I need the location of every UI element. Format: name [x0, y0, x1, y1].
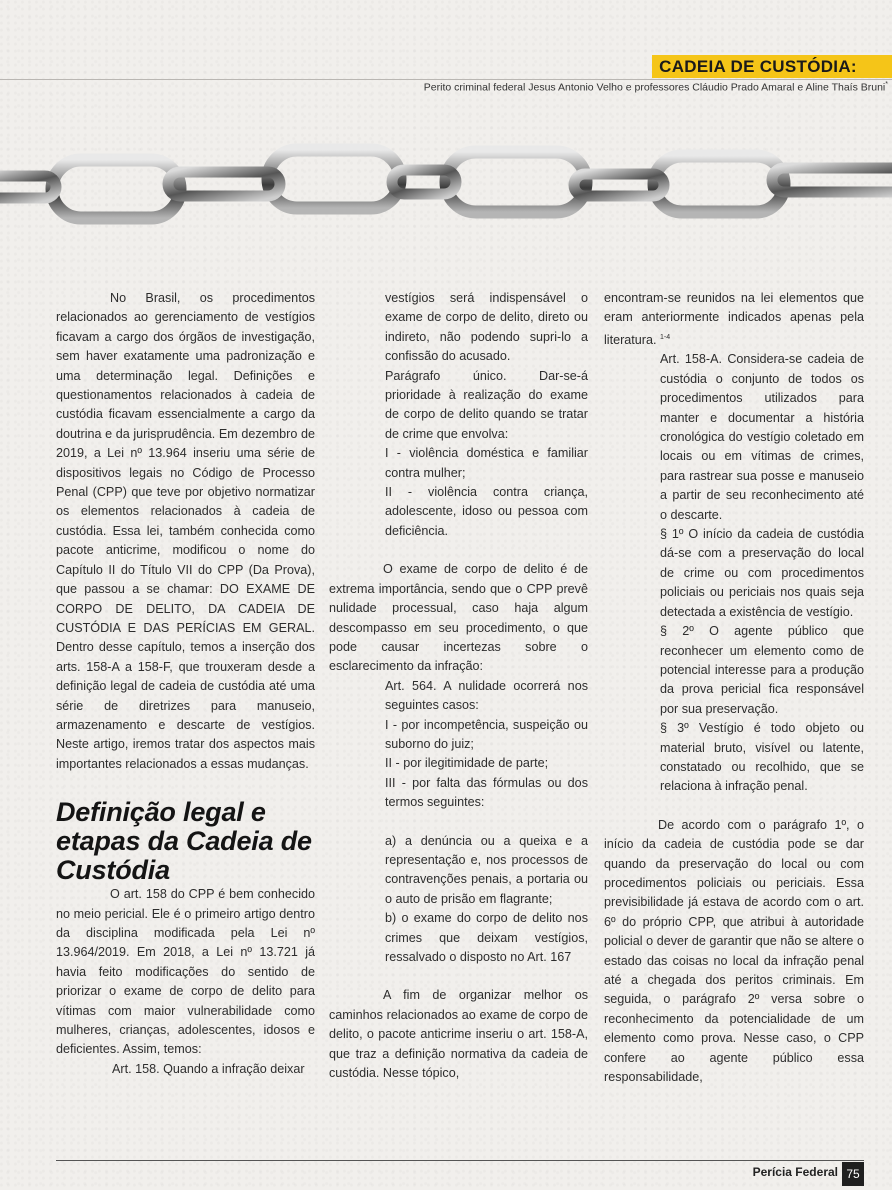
byline-text: Perito criminal federal Jesus Antonio Velho e professores Cláudio Prado Amaral e Aline Thaís Bruni: [423, 81, 886, 94]
byline-mark: *: [885, 81, 888, 88]
art564-item-2: II - por ilegitimidade de parte;: [385, 756, 549, 771]
art564-item-a: a) a denúncia ou a queixa e a representação e, nos processos de contravenções penais, a portaria ou o auto de prisão em flagrante;: [385, 833, 588, 906]
section-title-badge: CADEIA DE CUSTÓDIA:: [652, 55, 864, 78]
literature-paragraph: [604, 289, 864, 350]
article-column-1: [56, 289, 315, 1079]
art158a-quote: Art. 158-A. Considera-se cadeia de custódia o conjunto de todos os procedimentos utilizados para manter e documentar a história cronológica do vestígio coletado em locais ou em vítimas de crimes, para rastrear sua posse e manuseio a partir de seu reconhecimento até o descarte.: [660, 352, 864, 522]
nulidade-paragraph: O exame de corpo de delito é de extrema importância, sendo que o CPP prevê nulidade processual, caso haja algum descompasso em seu procedimento, o que pode causar incertezas sobre o esclarecimento da infração:: [329, 562, 588, 674]
section-title-badge-extension: [864, 55, 892, 78]
art158-item-2: II - violência contra criança, adolescente, idoso ou pessoa com deficiência.: [385, 485, 588, 538]
footer-rule: [56, 1160, 864, 1161]
header-rule: [0, 79, 892, 80]
art158-paragrafo-unico: Parágrafo único. Dar-se-á prioridade à realização do exame de corpo de delito quando se tratar de crime que envolva:: [385, 368, 588, 441]
article-column-3: [604, 289, 864, 1087]
art564-item-b: b) o exame do corpo de delito nos crimes que deixam vestígios, ressalvado o disposto no Art. 167: [385, 911, 588, 964]
chain-icon: [0, 138, 892, 238]
chain-image: [0, 138, 892, 238]
art158a-paragraph-2: § 2º O agente público que reconhecer um elemento como de potencial interesse para a produção da prova pericial fica responsável por sua preservação.: [660, 624, 864, 716]
art158-quote-text: vestígios será indispensável o exame de corpo de delito, direto ou indireto, não podendo supri-lo a confissão do acusado.: [385, 291, 588, 364]
art158-intro-paragraph: O art. 158 do CPP é bem conhecido no meio pericial. Ele é o primeiro artigo dentro da disciplina modificada pela Lei nº 13.964/2019. Em 2018, a Lei nº 13.721 já havia feito modificações do sentido de priorizar o exame de corpo de delito para vítimas com maior vulnerabilidade como mulheres, crianças, adolescentes, idosos e deficientes. Assim, temos:: [56, 887, 315, 1057]
art564-item-1: I - por incompetência, suspeição ou suborno do juiz;: [385, 717, 588, 751]
reference-mark: 1-4: [660, 333, 671, 341]
literature-text: encontram-se reunidos na lei elementos que eram anteriormente indicados apenas pela literatura.: [604, 291, 864, 347]
art564-item-3: III - por falta das fórmulas ou dos termos seguintes:: [385, 775, 588, 810]
art158-quote-start: Art. 158. Quando a infração deixar: [112, 1061, 305, 1076]
art158-item-1: I - violência doméstica e familiar contra mulher;: [385, 446, 588, 480]
article-column-2: [329, 289, 588, 1083]
magazine-name: Perícia Federal: [752, 1165, 838, 1179]
art158a-paragraph-1: § 1º O início da cadeia de custódia dá-se com a preservação do local de crime ou com procedimentos policiais ou periciais nos quais seja detectada a existência de vestígio.: [660, 527, 864, 619]
byline: [424, 81, 888, 94]
section-heading: Definição legal e etapas da Cadeia de Custódia: [56, 797, 312, 886]
art158a-intro-paragraph: A fim de organizar melhor os caminhos relacionados ao exame de corpo de delito, o pacote anticrime inseriu o art. 158-A, que traz a definição normativa da cadeia de custódia. Nesse tópico,: [329, 988, 588, 1081]
art564-quote: Art. 564. A nulidade ocorrerá nos seguintes casos:: [385, 678, 588, 713]
art158a-paragraph-3: § 3º Vestígio é todo objeto ou material bruto, visível ou latente, constatado ou recolhido, que se relaciona à infração penal.: [660, 721, 864, 794]
paragraph-1-commentary: De acordo com o parágrafo 1º, o início da cadeia de custódia pode se dar quando da preservação do local ou com procedimentos policiais ou periciais. Essa previsibilidade já estava de acordo com o art. 6º do próprio CPP, que atribui à autoridade policial o dever de garantir que não se altere o estado das coisas no local da infração penal até a chegada dos peritos criminais. Em seguida, o parágrafo 2º versa sobre o reconhecimento da potencialidade de um elemento como prova. Nesse caso, o CPP confere ao agente público essa responsabilidade,: [604, 817, 864, 1085]
intro-paragraph: No Brasil, os procedimentos relacionados ao gerenciamento de vestígios ficavam a cargo dos órgãos de investigação, sem haver exatamente uma padronização e uma determinação legal. Definições e questionamentos relacionados à cadeia de custódia ficavam essencialmente a cargo da doutrina e da jurisprudência. Em dezembro de 2019, a Lei nº 13.964 inseriu uma série de dispositivos legais no Código de Processo Penal (CPP) que teve por objetivo normatizar os elementos relacionados à cadeia de custódia. Essa lei, também conhecida como pacote anticrime, modificou o nome do Capítulo II do Título VII do CPP (Da Prova), que passou a se chamar: DO EXAME DE CORPO DE DELITO, DA CADEIA DE CUSTÓDIA E DAS PERÍCIAS EM GERAL. Dentro desse capítulo, temos a inserção dos arts. 158-A a 158-F, que trouxeram desde a definição legal de cadeia de custódia até uma série de diretrizes para manuseio, armazenamento e descarte de vestígios. Neste artigo, iremos tratar dos aspectos mais importantes relacionados a essas mudanças.: [56, 291, 315, 771]
page-number: 75: [842, 1162, 864, 1186]
